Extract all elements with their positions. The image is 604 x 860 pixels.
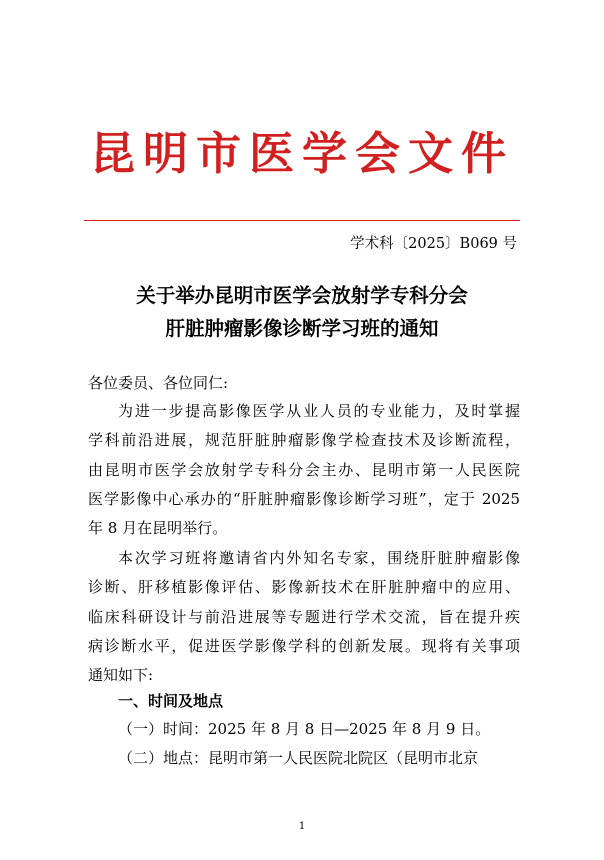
paragraph-2-line: 病诊断水平，促进医学影像学科的创新发展。现将有关事项 [88, 636, 520, 655]
item-time: （一）时间：2025 年 8 月 8 日—2025 年 8 月 9 日。 [118, 720, 491, 738]
paragraph-1 [88, 397, 520, 543]
paragraph-1-line: 学科前沿进展，规范肝脏肿瘤影像学检查技术及诊断流程， [88, 431, 520, 450]
salutation: 各位委员、各位同仁: [88, 374, 229, 392]
paragraph-1-line: 为进一步提高影像医学从业人员的专业能力，及时掌握 [118, 402, 520, 420]
title-line-2: 肝脏肿瘤影像诊断学习班的通知 [165, 317, 439, 340]
notice-title [84, 279, 520, 345]
paragraph-1-line: 由昆明市医学会放射学专科分会主办、昆明市第一人民医院 [88, 460, 520, 479]
paragraph-1-line: 医学影像中心承办的“肝脏肿瘤影像诊断学习班”，定于 2025 [88, 489, 520, 508]
item-location: （二）地点：昆明市第一人民医院北院区（昆明市北京 [118, 749, 479, 767]
paragraph-1-line: 年 8 月在昆明举行。 [88, 519, 228, 538]
paragraph-2 [88, 544, 520, 690]
document-number: 学术科〔2025〕B069 号 [350, 236, 517, 252]
paragraph-2-line: 诊断、肝移植影像评估、影像新技术在肝脏肿瘤中的应用、 [88, 578, 520, 597]
header-divider [84, 220, 520, 221]
section-heading-time-location: 一、时间及地点 [118, 692, 224, 710]
paragraph-2-line: 本次学习班将邀请省内外知名专家，围绕肝脏肿瘤影像 [118, 549, 520, 567]
title-line-1: 关于举办昆明市医学会放射学专科分会 [136, 284, 468, 307]
paragraph-2-line: 通知如下: [88, 666, 154, 685]
paragraph-2-line: 临床科研设计与前沿进展等专题进行学术交流，旨在提升疾 [88, 607, 520, 626]
page-number: 1 [298, 821, 306, 832]
organization-header: 昆明市医学会文件 [89, 127, 514, 180]
